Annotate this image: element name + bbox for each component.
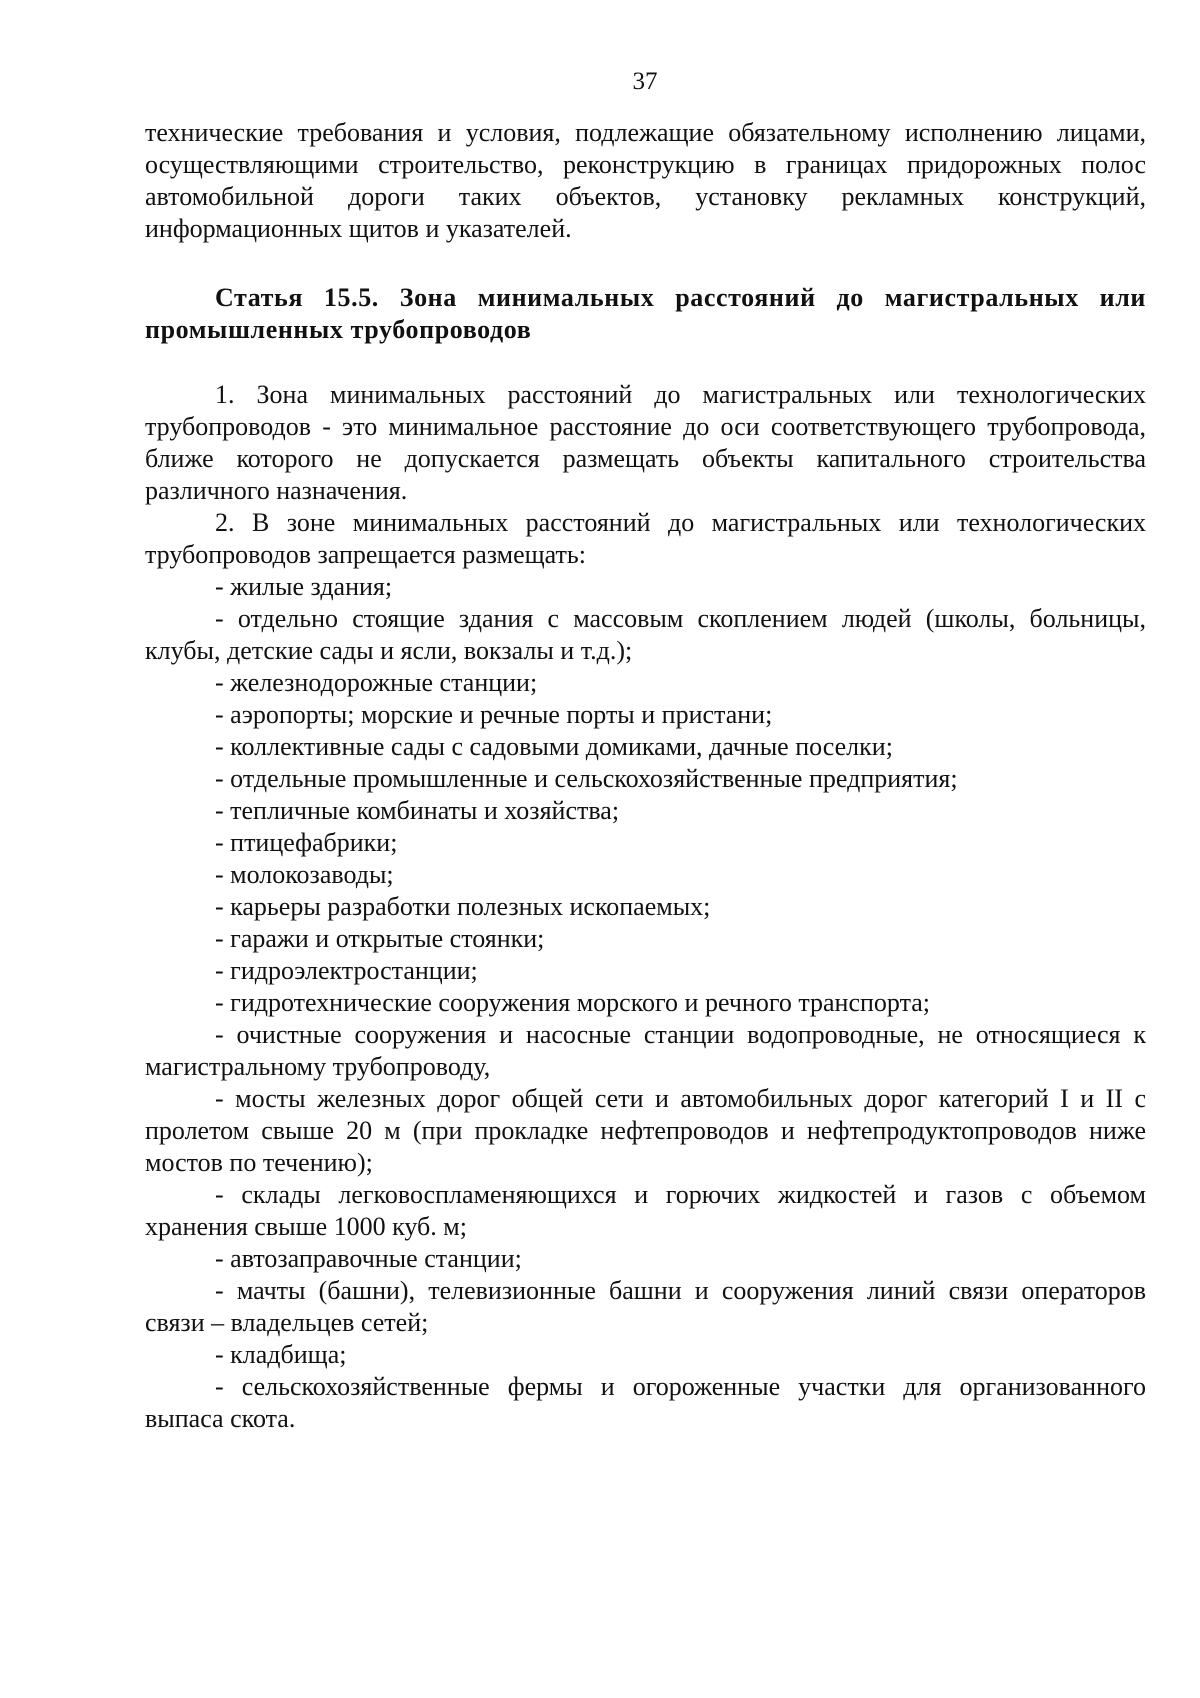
list-item: - птицефабрики; [215,828,398,857]
list-item: - гаражи и открытые стоянки; [215,924,545,953]
list-item: - склады легковоспламеняющихся и горючих жидкостей и газов с объемом хранения свыше 1000 куб. м; [145,1180,1146,1241]
list-item: - очистные сооружения и насосные станции водопроводные, не относящиеся к магистральному трубопроводу, [145,1020,1146,1081]
prohibited-objects-list [145,571,1146,1435]
list-item: - жилые здания; [215,572,393,601]
list-item: - автозаправочные станции; [215,1244,522,1273]
list-item: - карьеры разработки полезных ископаемых; [215,892,711,921]
list-item: - кладбища; [215,1340,347,1369]
article-paragraph-1: 1. Зона минимальных расстояний до магистральных или технологических трубопроводов - это минимальное расстояние до оси соответствующего трубопровода, ближе которого не допускается размещать объекты капитального строительства различного назначения. [145,380,1146,505]
list-item: - гидроэлектростанции; [215,956,478,985]
list-item: - молокозаводы; [215,860,394,889]
list-item: - мосты железных дорог общей сети и автомобильных дорог категорий I и II с пролетом свыше 20 м (при прокладке нефтепроводов и нефтепродуктопроводов ниже мостов по течению); [145,1084,1146,1177]
list-item: - аэропорты; морские и речные порты и пристани; [215,700,773,729]
intro-paragraph: технические требования и условия, подлежащие обязательному исполнению лицами, осуществляющими строительство, реконструкцию в границах придорожных полос автомобильной дороги таких объектов, установку рекламных конструкций, информационных щитов и указателей. [145,118,1146,243]
list-item: - мачты (башни), телевизионные башни и сооружения линий связи операторов связи – владельцев сетей; [145,1276,1146,1337]
article-paragraph-2: 2. В зоне минимальных расстояний до магистральных или технологических трубопроводов запрещается размещать: [145,508,1146,569]
page-number: 37 [632,68,658,95]
list-item: - сельскохозяйственные фермы и огороженные участки для организованного выпаса скота. [145,1372,1146,1433]
document-body [145,117,1146,1435]
list-item: - коллективные сады с садовыми домиками, дачные поселки; [215,732,893,761]
list-item: - тепличные комбинаты и хозяйства; [215,796,620,825]
list-item: - отдельные промышленные и сельскохозяйственные предприятия; [215,764,958,793]
article-heading: Статья 15.5. Зона минимальных расстояний до магистральных или промышленных трубопроводов [145,283,1146,344]
list-item: - отдельно стоящие здания с массовым скоплением людей (школы, больницы, клубы, детские сады и ясли, вокзалы и т.д.); [145,604,1146,665]
list-item: - железнодорожные станции; [215,668,538,697]
list-item: - гидротехнические сооружения морского и речного транспорта; [215,988,931,1017]
